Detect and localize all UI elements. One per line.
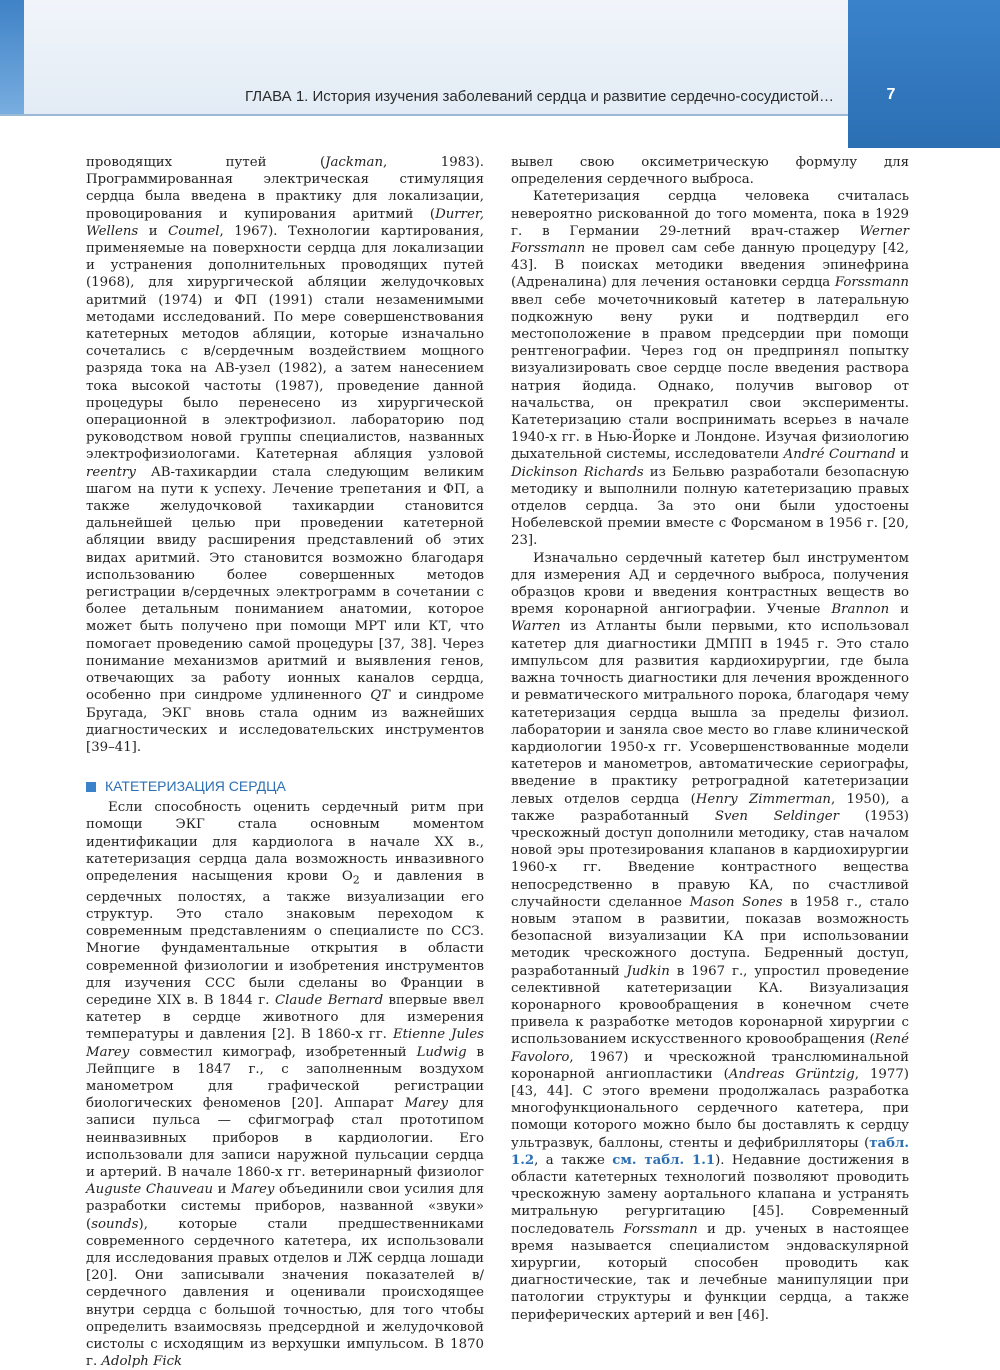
- page-number: 7: [886, 86, 896, 103]
- author-name: Werner Forssmann: [511, 223, 909, 257]
- paragraph: Катетеризация сердца человека считалась невероятно рискованной до того момента, пока в 1929 г. в Германии 29-летний врач-стажер Werner Forssmann не провел сам себе данную процедуру [42, 43]. В поисках методики введения эпинефрина (Адреналина) для лечения остановки сердца Forssmann ввел себе мочеточниковый катетер в латеральную подкожную вену руки и подтвердил его местоположение в правом предсердии при помощи рентгенографии. Через год он предпринял попытку визуализировать свое сердце после введения раствора натрия йодида. Однако, получив выговор от начальства, он прекратил свои эксперименты. Катетеризацию стали воспринимать всерьез в начале 1940-х гг. в Нью-Йорке и Лондоне. Изучая физиологию дыхательной системы, исследователи André Cournand и Dickinson Richards из Бельвю разработали безопасную методику и выполнили полную катетеризацию правых отделов сердца. За это они были удостоены Нобелевской премии вместе с Форсманом в 1956 г. [20, 23].: [511, 189, 910, 549]
- term: reentry: [86, 464, 136, 480]
- author-name: Sven Seldinger: [714, 808, 839, 824]
- author-name: Coumel: [168, 223, 220, 239]
- author-name: Judkin: [626, 963, 670, 979]
- section-title: КАТЕТЕРИЗАЦИЯ СЕРДЦА: [105, 778, 286, 795]
- table-ref-link[interactable]: табл. 1.2: [511, 1135, 909, 1168]
- term: QT: [370, 688, 390, 704]
- paragraph: проводящих путей (Jackman, 1983). Программированная электрическая стимуляция сердца была введена в практику для локализации, провоцирования и купирования аритмий (Durrer, Wellens и Coumel, 1967). Технологии картирования, применяемые на поверхности сердца для локализации и устранения дополнительных проводящих путей (1968), для хирургической абляции желудочковых аритмий (1974) и ФП (1991) стали незаменимыми методами исследований. По мере совершенствования катетерных методов абляции, которые изначально сочетались с в/сердечным воздействием мощного разряда тока на АВ-узел (1982), а затем нанесением тока высокой частоты (1987), проведение данной процедуры было перенесено из хирургической операционной в электрофизиол. лабораторию под руководством новой группы специалистов, названных электрофизиологами. Катетерная абляция узловой reentry АВ-тахикардии стала следующим великим шагом на пути к успеху. Лечение трепетания и ФП, а также желудочковой тахикардии становится дальнейшей целью при проведении катетерной абляции ввиду расширения представлений об этих видах аритмий. Это становится возможно благодаря использованию более совершенных методов регистрации в/сердечных электрограмм в сочетании с более детальным пониманием анатомии, которое может быть получено при помощи МРТ или КТ, что помогает проведению самой процедуры [37, 38]. Через понимание механизмов аритмий и выявления генов, отвечающих за работу ионных каналов сердца, особенно при синдроме удлиненного QT и синдроме Бругада, ЭКГ вновь стала одним из важнейших диагностических и исследовательских инструментов [39–41].: [86, 155, 484, 755]
- author-name: Dickinson Richards: [511, 464, 644, 480]
- right-column: [511, 154, 909, 1324]
- author-name: Warren: [511, 619, 561, 635]
- page-number-tab: [848, 0, 1000, 148]
- paragraph: вывел свою оксиметрическую формулу для определения сердечного выброса.: [511, 155, 909, 188]
- section-heading: [86, 778, 484, 795]
- header-rule: [0, 114, 848, 116]
- author-name: Etienne Jules Marey: [86, 1027, 484, 1060]
- author-name: Ludwig: [416, 1044, 467, 1060]
- author-name: Auguste Chauveau: [86, 1182, 214, 1198]
- author-name: René Favoloro: [511, 1032, 909, 1065]
- paragraph: Изначально сердечный катетер был инструментом для измерения АД и сердечного выброса, получения образцов крови и введения контрастных веществ во время коронарной ангиографии. Ученые Brannon и Warren из Атланты были первыми, кто использовал катетер для диагностики ДМПП в 1945 г. Это стало импульсом для развития кардиохирургии, где была важна точность диагностики для лечения врожденного и ревматического митрального порока, благодаря чему катетеризация сердца вышла за пределы физиол. лаборатории и заняла свое место во главе клинической кардиологии 1950-х гг. Усовершенствованные модели катетеров и манометров, автоматические сериографы, введение в практику ретроградной катетеризации левых отделов сердца (Henry Zimmerman, 1950), а также разработанный Sven Seldinger (1953) чрескожный доступ дополнили методику, став началом новой эры протезирования клапанов в кардиохирургии 1960-х гг. Введение контрастного вещества непосредственно в правую КА, по счастливой случайности сделанное Mason Sones в 1958 г., стало новым этапом в развитии, показав возможность безопасной визуализации КА при использовании методик чрескожного доступа. Бедренный доступ, разработанный Judkin в 1967 г., упростил проведение селективной катетеризации КА. Визуализация коронарного кровообращения в конечном счете привела к разработке методов коронарной хирургии с использованием искусственного кровообращения (René Favoloro, 1967) и чрескожной транслюминальной коронарной ангиопластики (Andreas Grüntzig, 1977) [43, 44]. С этого времени продолжалась разработка многофункционального сердечного катетера, при помощи которого можно было бы доставлять к сердцу ультразвук, баллоны, стенты и дефибрилляторы (табл. 1.2, а также см. табл. 1.1). Недавние достижения в области катетерных технологий позволяют проводить чрескожную замену аортального клапана и устранять митральную регургитацию [45]. Современный последователь Forssmann и др. ученых в настоящее время называется специалистом эндоваскулярной хирургии, который способен проводить как диагностические, так и лечебные манипуляции при патологии структуры и функции сердца, а также периферических артерий и вен [46].: [511, 550, 910, 1323]
- author-name: Forssmann: [623, 1221, 698, 1237]
- paragraph: Если способность оценить сердечный ритм при помощи ЭКГ стала основным моментом идентификации для кардиолога в начале XX в., катетеризация сердца дала возможность инвазивного определения насыщения крови $O_2$ и давления в сердечных полостях, а также визуализации его структур. Это стало знаковым переходом к современным представлениям о специалисте по ССЗ. Многие фундаментальные открытия в области современной физиологии и изобретения инструментов для изучения ССС были сделаны во Франции в середине XIX в. В 1844 г. Claude Bernard впервые ввел катетер в сердце животного для измерения температуры и давления [2]. В 1860-х гг. Etienne Jules Marey совместил кимограф, изобретенный Ludwig в Лейпциге в 1847 г., с заполненным воздухом манометром для графической регистрации биологических феноменов [20]. Аппарат Marey для записи пульса — сфигмограф стал прототипом неинвазивных приборов в кардиологии. Его использовали для записи наружной пульсации сердца и артерий. В начале 1860-х гг. ветеринарный физиолог Auguste Chauveau и Marey объединили свои усилия для разработки системы приборов, названной «звуки» (sounds), которые стали предшественниками современного сердечного катетера, их использовали для исследования правых отделов и ЛЖ сердца лошади [20]. Они записывали значения показателей в/сердечного давления и оценивали происходящее внутри сердца с большой точностью, для того чтобы определить взаимосвязь предсердной и желудочковой систолы с исходящим из верхушки импульсом. В 1870 г. Adolph Fick: [86, 800, 485, 1370]
- term: sounds: [91, 1216, 139, 1232]
- left-column: [86, 154, 484, 1370]
- author-name: Andreas Grüntzig: [728, 1066, 855, 1082]
- author-name: Jackman: [325, 155, 384, 170]
- section-marker-icon: [86, 782, 96, 792]
- author-name: Marey: [404, 1096, 448, 1112]
- author-name: Brannon: [831, 602, 890, 618]
- author-name: André Cournand: [783, 447, 896, 463]
- author-name: Durrer, Wellens: [86, 206, 484, 239]
- author-name: Claude Bernard: [274, 993, 384, 1008]
- author-name: Mason Sones: [689, 894, 783, 910]
- header-accent-bar: [0, 0, 24, 116]
- author-name: Forssmann: [834, 275, 909, 291]
- author-name: Henry Zimmerman: [695, 791, 831, 807]
- author-name: Adolph Fick: [101, 1354, 183, 1370]
- table-ref-link[interactable]: см. табл. 1.1: [612, 1152, 716, 1168]
- running-head: ГЛАВА 1. История изучения заболеваний сердца и развитие сердечно-сосудистой…: [245, 88, 834, 105]
- author-name: Marey: [231, 1182, 275, 1198]
